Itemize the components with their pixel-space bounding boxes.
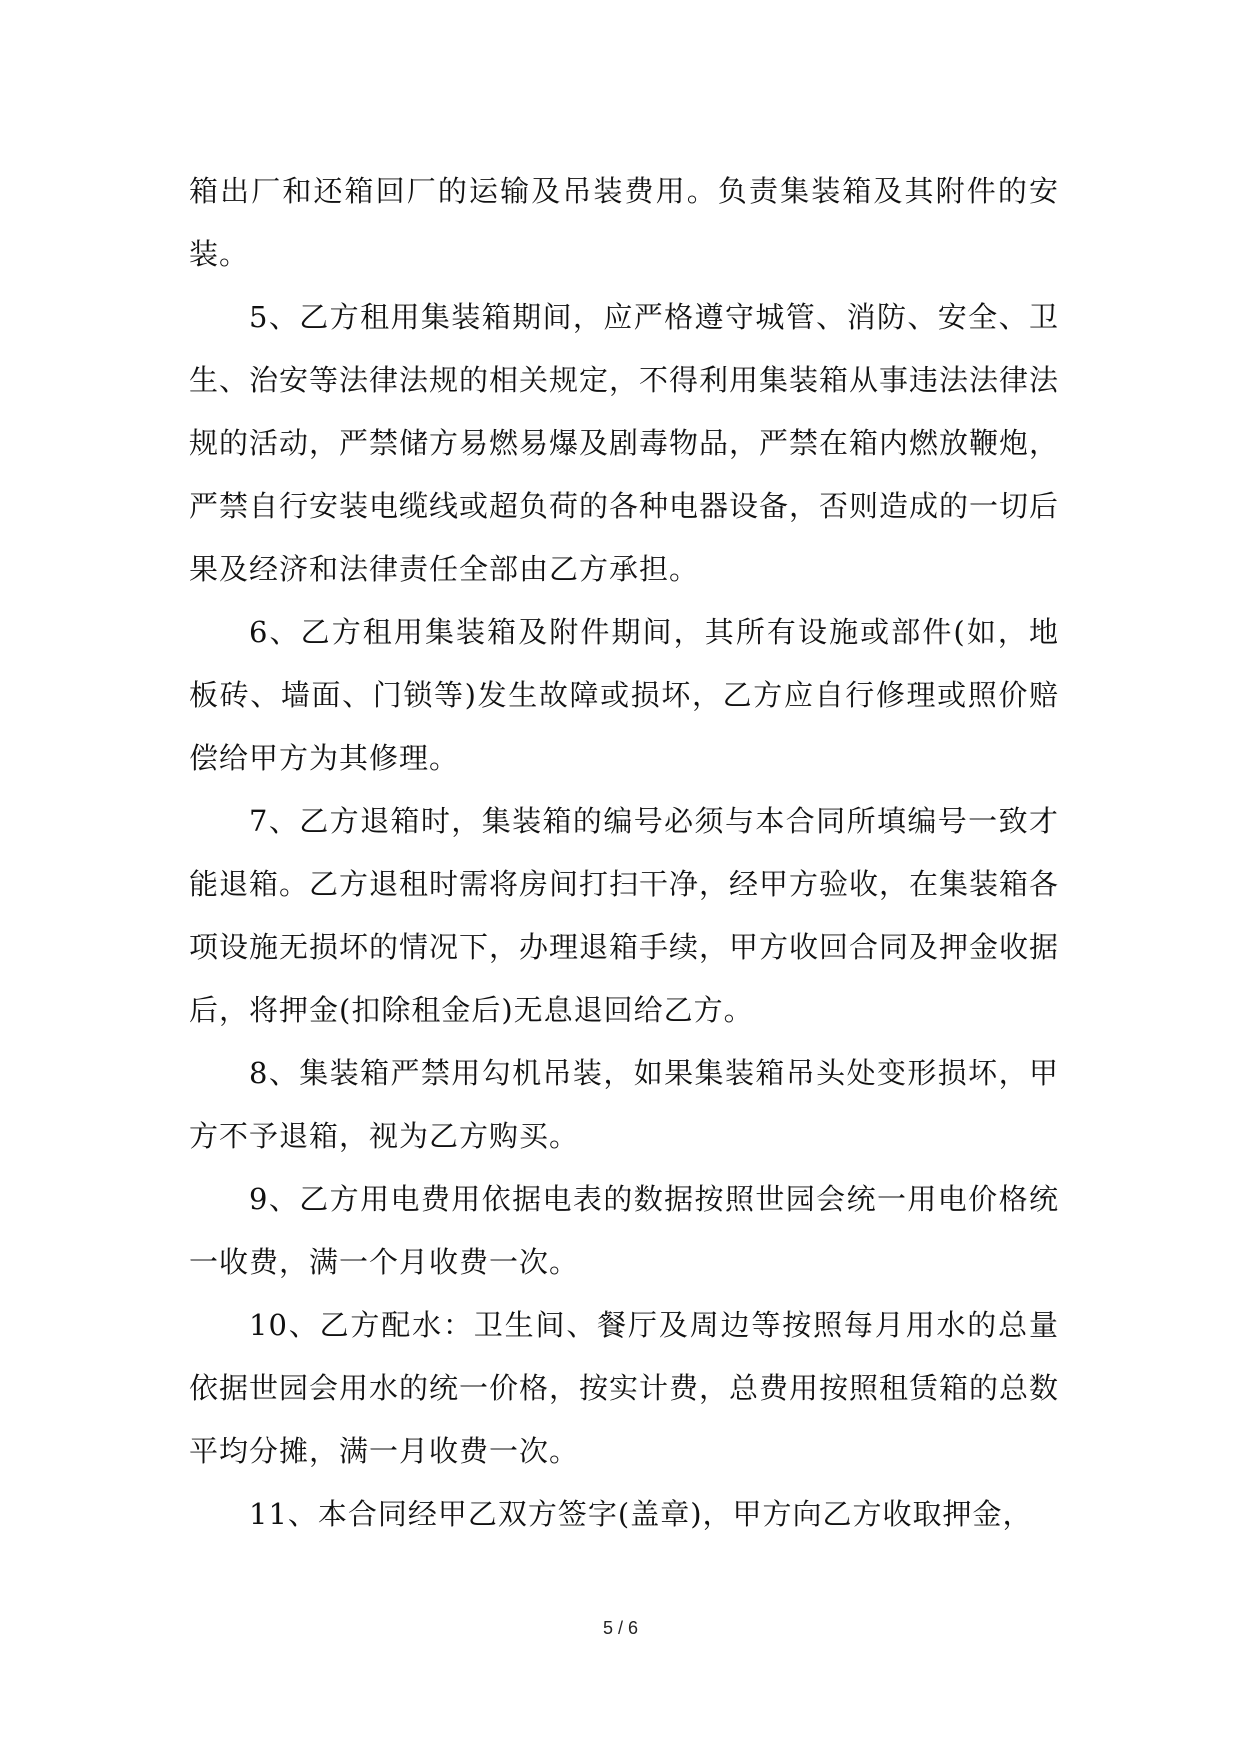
- paragraph-continuation: 箱出厂和还箱回厂的运输及吊装费用。负责集装箱及其附件的安装。: [189, 174, 1059, 271]
- clause-10: 10、乙方配水：卫生间、餐厅及周边等按照每月用水的总量依据世园会用水的统一价格，按实计费，总费用按照租赁箱的总数平均分摊，满一月收费一次。: [189, 1308, 1060, 1468]
- clause-9: 9、乙方用电费用依据电表的数据按照世园会统一用电价格统一收费，满一个月收费一次。: [189, 1182, 1059, 1279]
- clause-5: 5、乙方租用集装箱期间，应严格遵守城管、消防、安全、卫生、治安等法律法规的相关规定，不得利用集装箱从事违法法律法规的活动，严禁储方易燃易爆及剧毒物品，严禁在箱内燃放鞭炮，严禁自行安装电缆线或超负荷的各种电器设备，否则造成的一切后果及经济和法律责任全部由乙方承担。: [189, 300, 1060, 586]
- clause-8: 8、集装箱严禁用勾机吊装，如果集装箱吊头处变形损坏，甲方不予退箱，视为乙方购买。: [189, 1056, 1059, 1153]
- clause-6: 6、乙方租用集装箱及附件期间，其所有设施或部件(如，地板砖、墙面、门锁等)发生故障或损坏，乙方应自行修理或照价赔偿给甲方为其修理。: [189, 615, 1059, 775]
- page-number: 5 / 6: [602, 1618, 639, 1638]
- document-body: [189, 160, 1059, 1546]
- clause-7: 7、乙方退箱时，集装箱的编号必须与本合同所填编号一致才能退箱。乙方退租时需将房间打扫干净，经甲方验收，在集装箱各项设施无损坏的情况下，办理退箱手续，甲方收回合同及押金收据后，将押金(扣除租金后)无息退回给乙方。: [189, 804, 1060, 1027]
- clause-11: 11、本合同经甲乙双方签字(盖章)，甲方向乙方收取押金，: [249, 1497, 1033, 1531]
